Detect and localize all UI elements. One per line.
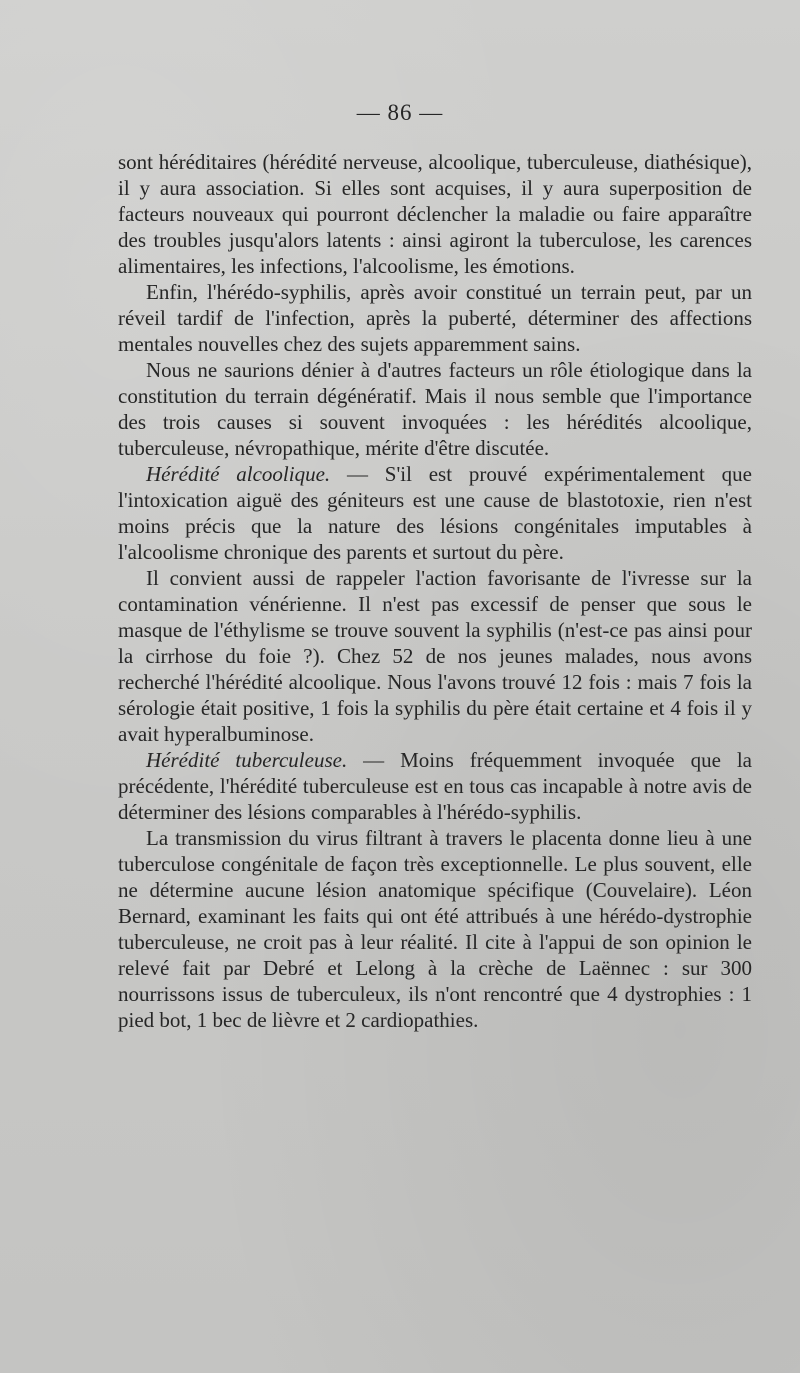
paragraph-4-text: — S'il est prouvé expérimentalement que l'intoxication aiguë des géniteurs est une cause de blastotoxie, rien n'est moins précis que la nature des lésions congénitales imputables à l'alcoolisme chronique des parents et surtout du père. xyxy=(118,462,752,564)
paragraph-3: Nous ne saurions dénier à d'autres facteurs un rôle étiologique dans la constitution du terrain dégénératif. Mais il nous semble que l'importance des trois causes si souvent invoquées : les hérédités alcoolique, tuberculeuse, névropathique, mérite d'être discutée. xyxy=(118,358,752,460)
section-heading-tuberculeuse: Hérédité tuberculeuse. xyxy=(146,748,348,772)
paragraph-4 xyxy=(118,461,752,565)
paragraph-5: Il convient aussi de rappeler l'action favorisante de l'ivresse sur la contamination vénérienne. Il n'est pas excessif de penser que sous le masque de l'éthylisme se trouve souvent la syphilis (n'est-ce pas ainsi pour la cirrhose du foie ?). Chez 52 de nos jeunes malades, nous avons recherché l'hérédité alcoolique. Nous l'avons trouvé 12 fois : mais 7 fois la sérologie était positive, 1 fois la syphilis du père était certaine et 4 fois il y avait hyperalbuminose. xyxy=(118,566,752,746)
paragraph-7: La transmission du virus filtrant à travers le placenta donne lieu à une tuberculose congénitale de façon très exceptionnelle. Le plus souvent, elle ne détermine aucune lésion anatomique spécifique (Couvelaire). Léon Bernard, examinant les faits qui ont été attribués à une hérédo-dystrophie tuberculeuse, ne croit pas à leur réalité. Il cite à l'appui de son opinion le relevé fait par Debré et Lelong à la crèche de Laënnec : sur 300 nourrissons issus de tuberculeux, ils n'ont rencontré que 4 dystrophies : 1 pied bot, 1 bec de lièvre et 2 cardiopathies. xyxy=(118,826,752,1032)
paragraph-2: Enfin, l'hérédo-syphilis, après avoir constitué un terrain peut, par un réveil tardif de l'infection, après la puberté, déterminer des affections mentales nouvelles chez des sujets apparemment sains. xyxy=(118,280,752,356)
paragraph-6-text: — Moins fréquemment invoquée que la précédente, l'hérédité tuberculeuse est en tous cas incapable à notre avis de déterminer des lésions comparables à l'hérédo-syphilis. xyxy=(118,748,752,824)
body-text xyxy=(118,149,752,1033)
page-number: — 86 — xyxy=(356,100,444,125)
section-heading-alcoolique: Hérédité alcoolique. xyxy=(146,462,331,486)
paragraph-6 xyxy=(118,747,752,825)
paragraph-1: sont héréditaires (hérédité nerveuse, alcoolique, tuberculeuse, diathésique), il y aura association. Si elles sont acquises, il y aura superposition de facteurs nouveaux qui pourront déclencher la maladie ou faire apparaître des troubles jusqu'alors latents : ainsi agiront la tuberculose, les carences alimentaires, les infections, l'alcoolisme, les émotions. xyxy=(118,150,752,278)
